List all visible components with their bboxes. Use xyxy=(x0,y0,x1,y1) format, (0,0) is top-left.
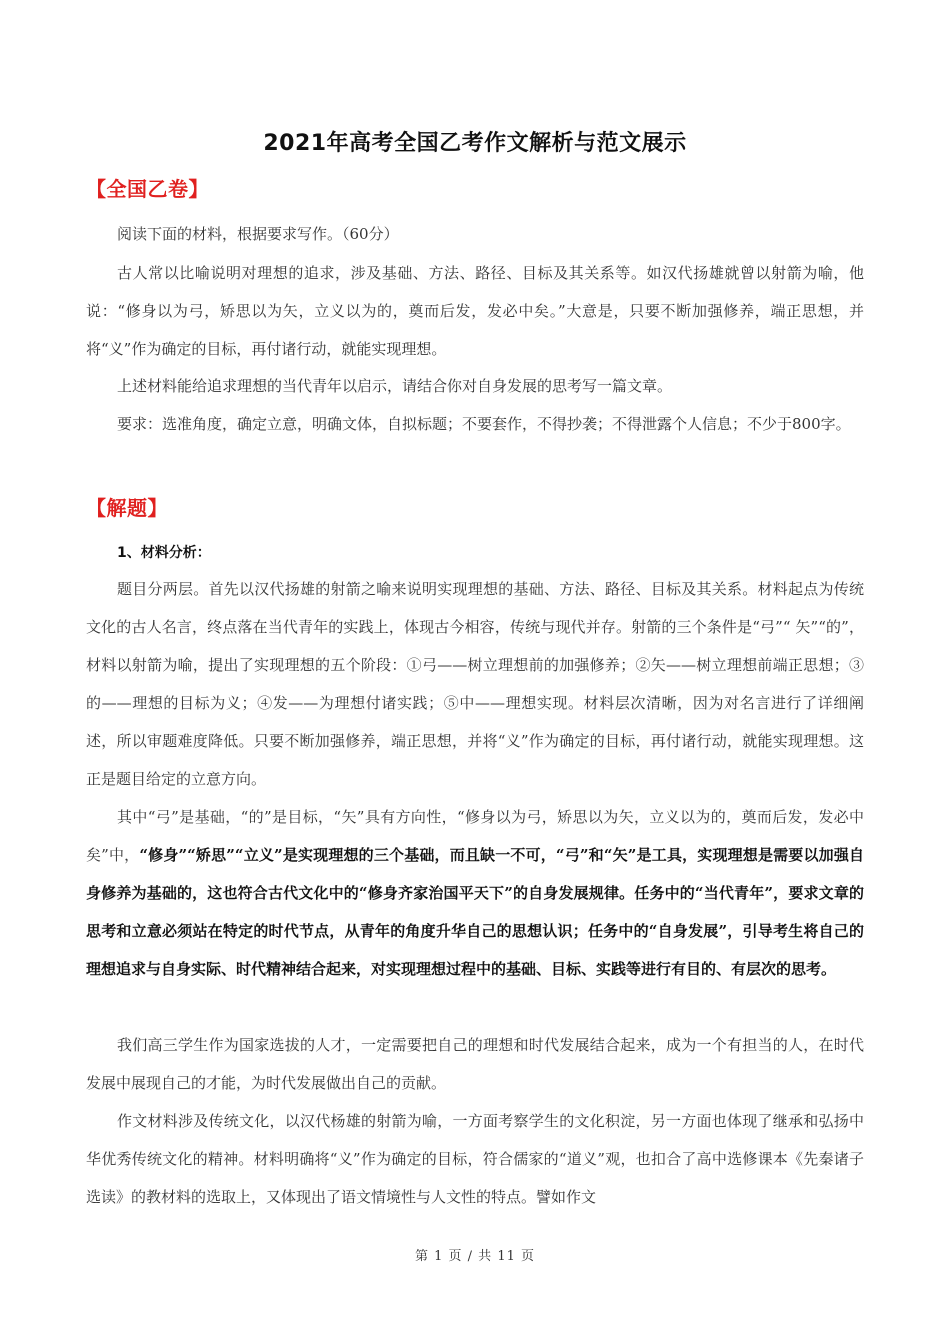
analysis-paragraph-4: 作文材料涉及传统文化，以汉代杨雄的射箭为喻，一方面考察学生的文化积淀，另一方面也体现了继承和弘扬中华优秀传统文化的精神。材料明确将“义”作为确定的目标，符合儒家的“道义”观，也扣合了高中选修课本《先秦诸子选读》的教材料的选取上，又体现出了语文情境性与人文性的特点。譬如作文 xyxy=(86,1112,864,1206)
prompt-paragraph-4: 要求：选准角度，确定立意，明确文体，自拟标题；不要套作，不得抄袭；不得泄露个人信息；不少于800字。 xyxy=(117,415,851,433)
analysis-paragraph-2 xyxy=(86,798,864,988)
analysis-paragraph-1: 题目分两层。首先以汉代扬雄的射箭之喻来说明实现理想的基础、方法、路径、目标及其关系。材料起点为传统文化的古人名言，终点落在当代青年的实践上，体现古今相容，传统与现代并存。射箭的三个条件是“弓”“ 矢”“的”，材料以射箭为喻，提出了实现理想的五个阶段：①弓——树立理想前的加强修养；②矢——树立理想前端正思想；③的——理想的目标为义；④发——为理想付诸实践；⑤中——理想实现。材料层次清晰，因为对名言进行了详细阐述，所以审题难度降低。只要不断加强修养，端正思想，并将“义”作为确定的目标，再付诸行动，就能实现理想。这正是题目给定的立意方向。 xyxy=(86,580,864,788)
page-footer: 第 1 页 / 共 11 页 xyxy=(415,1249,535,1264)
analysis-paragraph-2-bold: “修身”“矫思”“立义”是实现理想的三个基础，而且缺一不可，“弓”和“矢”是工具，实现理想是需要以加强自身修养为基础的，这也符合古代文化中的“修身齐家治国平天下”的自身发展规律。任务中的“当代青年”，要求文章的思考和立意必须站在特定的时代节点，从青年的角度升华自己的思想认识；任务中的“自身发展”，引导考生将自己的理想追求与自身实际、时代精神结合起来，对实现理想过程中的基础、目标、实践等进行有目的、有层次的思考。 xyxy=(86,846,864,978)
document-page xyxy=(86,0,864,1344)
analysis-paragraph-2-normal: 其中“弓”是基础，“的”是目标，“矢”具有方向性，“修身以为弓，矫思以为矢，立义以为的，奠而后发，发必中矣”中， xyxy=(86,808,864,864)
page-title: 2021年高考全国乙考作文解析与范文展示 xyxy=(263,131,687,156)
section-heading-analysis: 【解题】 xyxy=(86,496,168,520)
section-heading-national-b: 【全国乙卷】 xyxy=(86,177,209,201)
analysis-subheading: 1、材料分析： xyxy=(117,545,211,561)
analysis-paragraph-3: 我们高三学生作为国家选拔的人才，一定需要把自己的理想和时代发展结合起来，成为一个有担当的人，在时代发展中展现自己的才能，为时代发展做出自己的贡献。 xyxy=(86,1036,864,1092)
prompt-paragraph-1: 阅读下面的材料，根据要求写作。（60分） xyxy=(117,225,399,243)
prompt-paragraph-2: 古人常以比喻说明对理想的追求，涉及基础、方法、路径、目标及其关系等。如汉代扬雄就曾以射箭为喻，他说：“修身以为弓，矫思以为矢，立义以为的，奠而后发，发必中矣。”大意是，只要不断加强修养，端正思想，并将“义”作为确定的目标，再付诸行动，就能实现理想。 xyxy=(86,264,864,358)
prompt-paragraph-3: 上述材料能给追求理想的当代青年以启示，请结合你对自身发展的思考写一篇文章。 xyxy=(117,377,673,395)
